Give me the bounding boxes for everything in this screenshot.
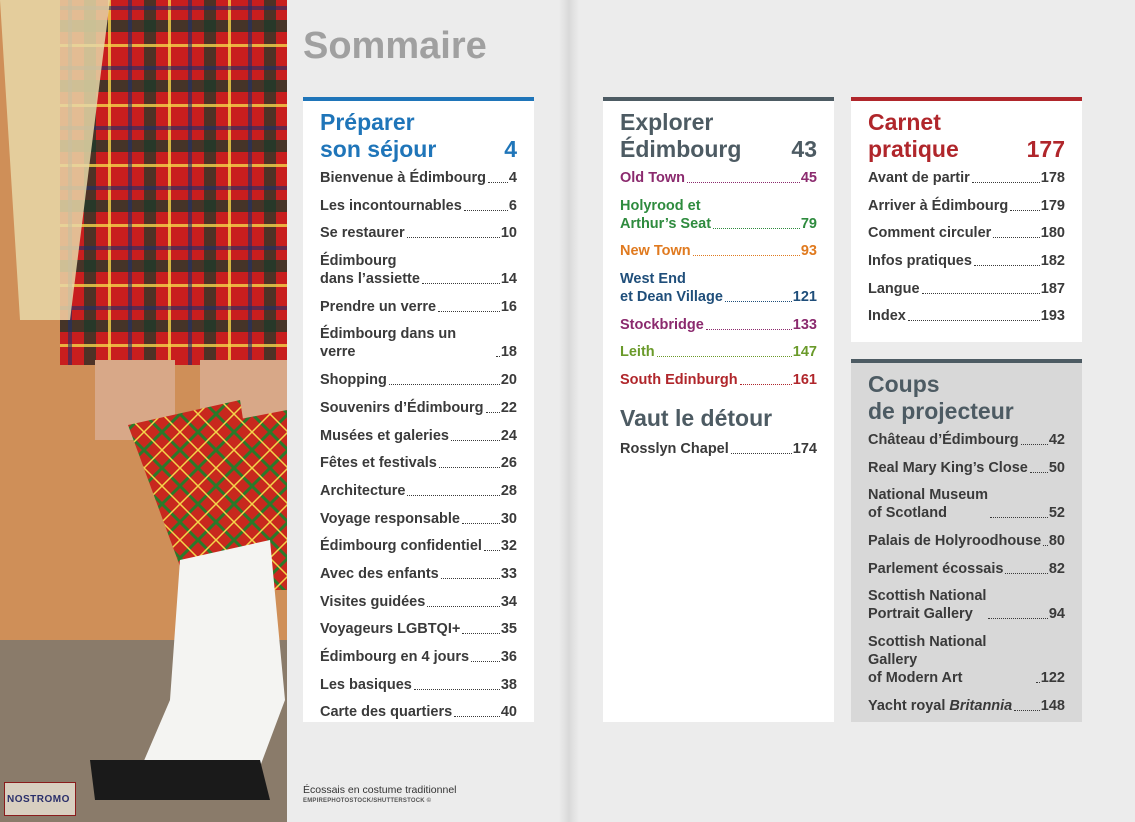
toc-entry[interactable] [868, 197, 1065, 215]
toc-entry-page: 10 [500, 225, 517, 242]
toc-entry[interactable] [868, 252, 1065, 270]
toc-entry[interactable] [868, 587, 1065, 623]
toc-entry-page: 34 [500, 593, 517, 610]
dot-leader [972, 182, 1040, 183]
toc-entry-label: Se restaurer [320, 225, 405, 242]
toc-entry-label: Real Mary King’s Close [868, 459, 1028, 476]
toc-entry[interactable] [320, 197, 517, 215]
dot-leader [657, 356, 792, 357]
section-heading [620, 109, 817, 163]
toc-entry[interactable] [868, 307, 1065, 325]
section-title: Explorer Édimbourg [620, 109, 742, 162]
kilt-photo-illustration [0, 0, 287, 822]
dot-leader [731, 453, 792, 454]
toc-page [287, 0, 1135, 822]
toc-entry-label: Arriver à Édimbourg [868, 197, 1009, 214]
toc-entry-label: Voyageurs LGBTQI+ [320, 621, 461, 638]
dot-leader [1043, 545, 1048, 546]
toc-entry-page: 94 [1048, 606, 1065, 623]
section-title: Préparer son séjour [320, 109, 437, 162]
toc-entry-page: 32 [500, 538, 517, 555]
dot-leader [496, 356, 500, 357]
toc-entry-page: 182 [1040, 253, 1065, 270]
toc-entry[interactable] [320, 510, 517, 528]
dot-leader [713, 228, 800, 229]
toc-entry[interactable] [320, 676, 517, 694]
dot-leader [1030, 472, 1048, 473]
toc-list [868, 169, 1065, 325]
toc-entry[interactable] [868, 532, 1065, 550]
section-page-number: 4 [504, 136, 517, 162]
toc-list [868, 431, 1065, 715]
toc-entry-label: Musées et galeries [320, 427, 449, 444]
toc-entry[interactable] [620, 197, 817, 233]
toc-entry-label: Voyage responsable [320, 510, 460, 527]
dot-leader [1036, 682, 1040, 683]
toc-entry-label: Infos pratiques [868, 253, 972, 270]
toc-entry[interactable] [868, 280, 1065, 298]
dot-leader [414, 689, 500, 690]
toc-entry-label: Avant de partir [868, 170, 970, 186]
toc-entry-page: 193 [1040, 308, 1065, 325]
dot-leader [471, 661, 500, 662]
section-title: Coups de projecteur [868, 371, 1014, 424]
toc-entry[interactable] [320, 169, 517, 187]
toc-entry[interactable] [868, 431, 1065, 449]
dot-leader [693, 255, 800, 256]
section-color-bar [603, 97, 834, 101]
toc-list [620, 169, 817, 389]
toc-entry-label: Scottish National Portrait Gallery [868, 588, 987, 623]
toc-entry-page: 24 [500, 427, 517, 444]
toc-entry[interactable] [868, 633, 1065, 687]
dot-leader [687, 182, 800, 183]
toc-entry[interactable] [620, 371, 817, 389]
toc-entry[interactable] [320, 325, 517, 361]
toc-entry[interactable] [868, 224, 1065, 242]
dot-leader [484, 550, 500, 551]
toc-entry[interactable] [620, 316, 817, 334]
toc-entry-label: Les incontournables [320, 197, 462, 214]
toc-entry-label: Leith [620, 344, 655, 361]
toc-entry-page: 22 [500, 399, 517, 416]
toc-entry-page: 52 [1048, 505, 1065, 522]
dot-leader [740, 384, 792, 385]
toc-entry[interactable] [620, 270, 817, 306]
detour-list [620, 440, 817, 458]
toc-entry-label: Holyrood et Arthur’s Seat [620, 197, 712, 232]
explorer-section [603, 97, 834, 722]
toc-entry-page: 93 [800, 243, 817, 260]
detour-heading [620, 405, 817, 432]
dot-leader [1005, 573, 1047, 574]
section-color-bar [303, 97, 534, 101]
section-heading [320, 109, 517, 163]
section-heading [868, 371, 1065, 425]
dot-leader [922, 293, 1040, 294]
toc-entry-label: Parlement écossais [868, 560, 1004, 577]
toc-entry-label: Shopping [320, 372, 387, 389]
coups-de-projecteur-section [851, 359, 1082, 722]
toc-entry-label: Architecture [320, 482, 406, 499]
toc-entry[interactable] [320, 703, 517, 721]
toc-entry-page: 80 [1048, 533, 1065, 550]
dot-leader [908, 320, 1040, 321]
toc-entry-page: 45 [800, 170, 817, 186]
toc-entry-page: 122 [1040, 670, 1065, 687]
dot-leader [488, 182, 508, 183]
dot-leader [988, 618, 1047, 619]
detour-title: Vaut le détour [620, 405, 773, 432]
toc-entry-page: 14 [500, 271, 517, 288]
toc-entry-page: 36 [500, 649, 517, 665]
toc-entry-page: 180 [1040, 225, 1065, 242]
toc-entry-page: 79 [800, 215, 817, 232]
toc-entry[interactable] [620, 343, 817, 361]
page-title: Sommaire [303, 25, 487, 67]
cover-photo [0, 0, 287, 822]
toc-entry-page: 179 [1040, 197, 1065, 214]
toc-entry-label: Carte des quartiers [320, 704, 453, 721]
toc-entry-page: 30 [500, 510, 517, 527]
toc-entry-label: Édimbourg en 4 jours [320, 649, 470, 665]
dot-leader [993, 237, 1040, 238]
toc-entry-page: 174 [792, 441, 817, 458]
dot-leader [441, 578, 500, 579]
section-title: Carnet pratique [868, 109, 959, 162]
toc-list [320, 169, 517, 721]
toc-entry-label: South Edinburgh [620, 372, 738, 389]
dot-leader [389, 384, 500, 385]
toc-entry[interactable] [320, 482, 517, 500]
toc-entry[interactable] [868, 459, 1065, 477]
toc-entry-label: Édimbourg dans l’assiette [320, 253, 420, 288]
toc-entry-page: 28 [500, 482, 517, 499]
toc-entry-label: Les basiques [320, 676, 412, 693]
toc-entry-label: West End et Dean Village [620, 271, 723, 306]
dot-leader [407, 237, 500, 238]
toc-entry-page: 40 [500, 704, 517, 721]
toc-entry-label: Scottish National Gallery of Modern Art [868, 634, 987, 687]
dot-leader [438, 311, 500, 312]
dot-leader [1021, 444, 1048, 445]
toc-entry-label: Visites guidées [320, 593, 426, 610]
toc-entry-page: 26 [500, 455, 517, 472]
dot-leader [974, 265, 1040, 266]
dot-leader [427, 606, 500, 607]
toc-entry-page: 18 [500, 344, 517, 361]
toc-entry[interactable] [868, 486, 1065, 522]
dot-leader [422, 283, 500, 284]
carnet-section [851, 97, 1082, 342]
toc-entry-label: Palais de Holyroodhouse [868, 533, 1042, 550]
toc-entry[interactable] [868, 697, 1065, 715]
toc-entry-page: 4 [508, 170, 517, 186]
toc-entry[interactable] [320, 298, 517, 316]
toc-entry[interactable] [320, 427, 517, 445]
toc-entry-page: 133 [792, 316, 817, 333]
preparer-section [303, 97, 534, 722]
toc-entry-label: Château d’Édimbourg [868, 432, 1019, 448]
toc-entry-page: 33 [500, 565, 517, 582]
toc-entry[interactable] [320, 565, 517, 583]
toc-entry-page: 178 [1040, 170, 1065, 186]
toc-entry-label: Prendre un verre [320, 298, 437, 315]
toc-entry-label: Bienvenue à Édimbourg [320, 170, 486, 186]
toc-entry-page: 148 [1040, 697, 1065, 714]
toc-entry-label: Langue [868, 280, 920, 297]
dot-leader [454, 716, 500, 717]
dot-leader [1010, 210, 1040, 211]
toc-entry[interactable] [320, 537, 517, 555]
nostromo-logo: NOSTROMO [4, 782, 76, 816]
toc-entry-page: 35 [500, 621, 517, 638]
toc-entry[interactable] [320, 252, 517, 288]
section-page-number: 43 [791, 136, 817, 162]
section-heading [868, 109, 1065, 163]
toc-entry[interactable] [620, 440, 817, 458]
toc-entry-label: Édimbourg dans un verre [320, 326, 457, 361]
toc-entry-page: 82 [1048, 560, 1065, 577]
toc-entry-page: 121 [792, 289, 817, 306]
toc-entry-page: 147 [792, 344, 817, 361]
dot-leader [1014, 710, 1040, 711]
toc-entry-label: National Museum of Scotland [868, 487, 989, 522]
toc-entry[interactable] [868, 169, 1065, 187]
toc-entry-page: 161 [792, 372, 817, 389]
dot-leader [439, 467, 500, 468]
toc-entry-label: Yacht royal Britannia [868, 697, 1013, 714]
toc-entry-page: 38 [500, 676, 517, 693]
toc-entry[interactable] [320, 648, 517, 666]
toc-entry-page: 6 [508, 197, 517, 214]
toc-entry-label: Stockbridge [620, 316, 704, 333]
toc-entry-page: 16 [500, 298, 517, 315]
toc-entry[interactable] [320, 399, 517, 417]
toc-entry[interactable] [620, 169, 817, 187]
toc-entry-label: Index [868, 308, 906, 325]
toc-entry[interactable] [320, 454, 517, 472]
toc-entry-page: 187 [1040, 280, 1065, 297]
toc-entry-page: 20 [500, 372, 517, 389]
dot-leader [706, 329, 792, 330]
toc-entry-page: 42 [1048, 432, 1065, 448]
toc-entry[interactable] [620, 242, 817, 260]
dot-leader [486, 412, 500, 413]
toc-entry-label: Édimbourg confidentiel [320, 538, 482, 555]
dot-leader [451, 440, 500, 441]
dot-leader [462, 523, 500, 524]
toc-entry[interactable] [320, 371, 517, 389]
dot-leader [462, 633, 500, 634]
dot-leader [464, 210, 508, 211]
section-color-bar [851, 97, 1082, 101]
toc-entry[interactable] [320, 620, 517, 638]
toc-entry-label: Souvenirs d’Édimbourg [320, 399, 484, 416]
dot-leader [407, 495, 499, 496]
toc-entry-label: Avec des enfants [320, 565, 439, 582]
photo-credit: EMPIREPHOTOSTOCK/SHUTTERSTOCK © [303, 798, 432, 804]
toc-entry-label: Comment circuler [868, 225, 992, 242]
toc-entry[interactable] [320, 593, 517, 611]
toc-entry-page: 50 [1048, 459, 1065, 476]
page-gutter [559, 0, 579, 822]
toc-entry[interactable] [320, 224, 517, 242]
section-page-number: 177 [1026, 136, 1065, 162]
photo-caption: Écossais en costume traditionnel [303, 784, 457, 796]
toc-entry-label: New Town [620, 243, 691, 260]
section-color-bar [851, 359, 1082, 363]
toc-entry-label: Fêtes et festivals [320, 455, 437, 472]
toc-entry-label: Old Town [620, 170, 685, 186]
dot-leader [990, 517, 1048, 518]
toc-entry[interactable] [868, 560, 1065, 578]
toc-entry-label: Rosslyn Chapel [620, 441, 729, 458]
dot-leader [725, 301, 792, 302]
